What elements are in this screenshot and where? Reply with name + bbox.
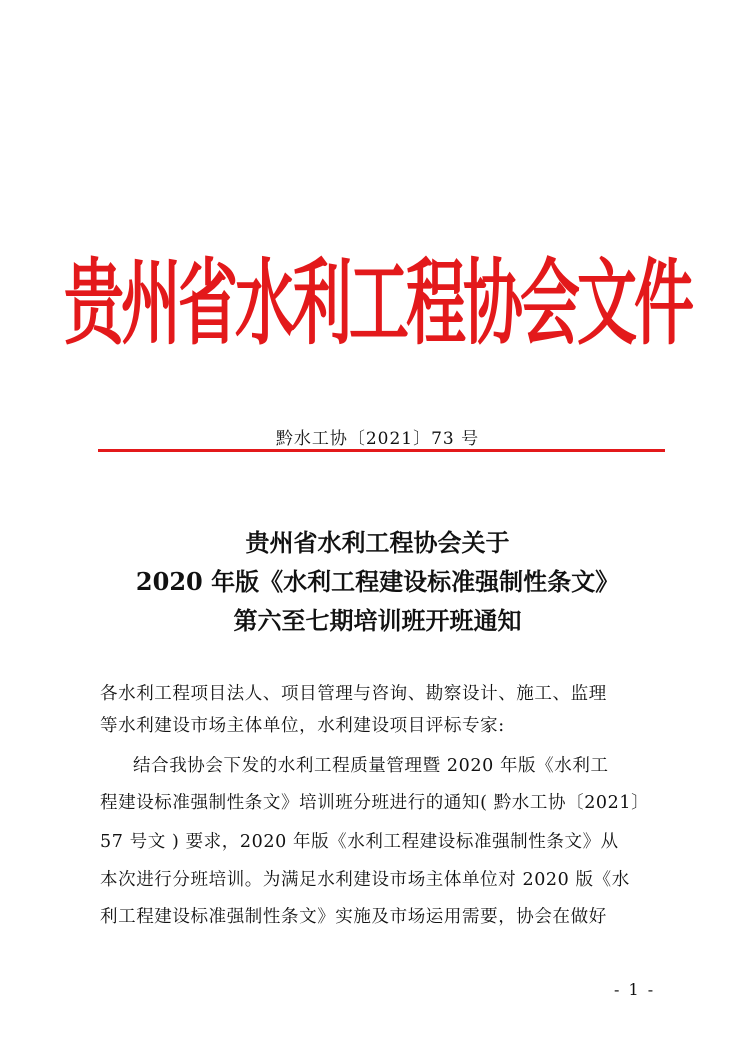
body-line: 本次进行分班培训。为满足水利建设市场主体单位对 2020 版《水 [100, 870, 630, 890]
body-line: 等水利建设市场主体单位，水利建设项目评标专家: [100, 716, 505, 736]
body-line: 利工程建设标准强制性条文》实施及市场运用需要，协会在做好 [100, 907, 607, 927]
document-number: 黔水工协〔2021〕73 号 [275, 429, 480, 449]
notice-title-line-2: 2020 年版《水利工程建设标准强制性条文》 [135, 567, 620, 596]
masthead-title: 贵州省水利工程协会文件 [64, 250, 691, 359]
body-line: 各水利工程项目法人、项目管理与咨询、勘察设计、施工、监理 [100, 684, 607, 704]
body-line: 结合我协会下发的水利工程质量管理暨 2020 年版《水利工 [133, 756, 609, 776]
body-line: 程建设标准强制性条文》培训班分班进行的通知( 黔水工协〔2021〕 [100, 793, 650, 813]
notice-title-line-3: 第六至七期培训班开班通知 [233, 606, 522, 635]
notice-title-line-1: 贵州省水利工程协会关于 [245, 528, 510, 557]
body-line: 57 号文 ) 要求，2020 年版《水利工程建设标准强制性条文》从 [100, 832, 619, 852]
page-number: - 1 - [614, 980, 656, 999]
red-divider-line [98, 449, 665, 452]
